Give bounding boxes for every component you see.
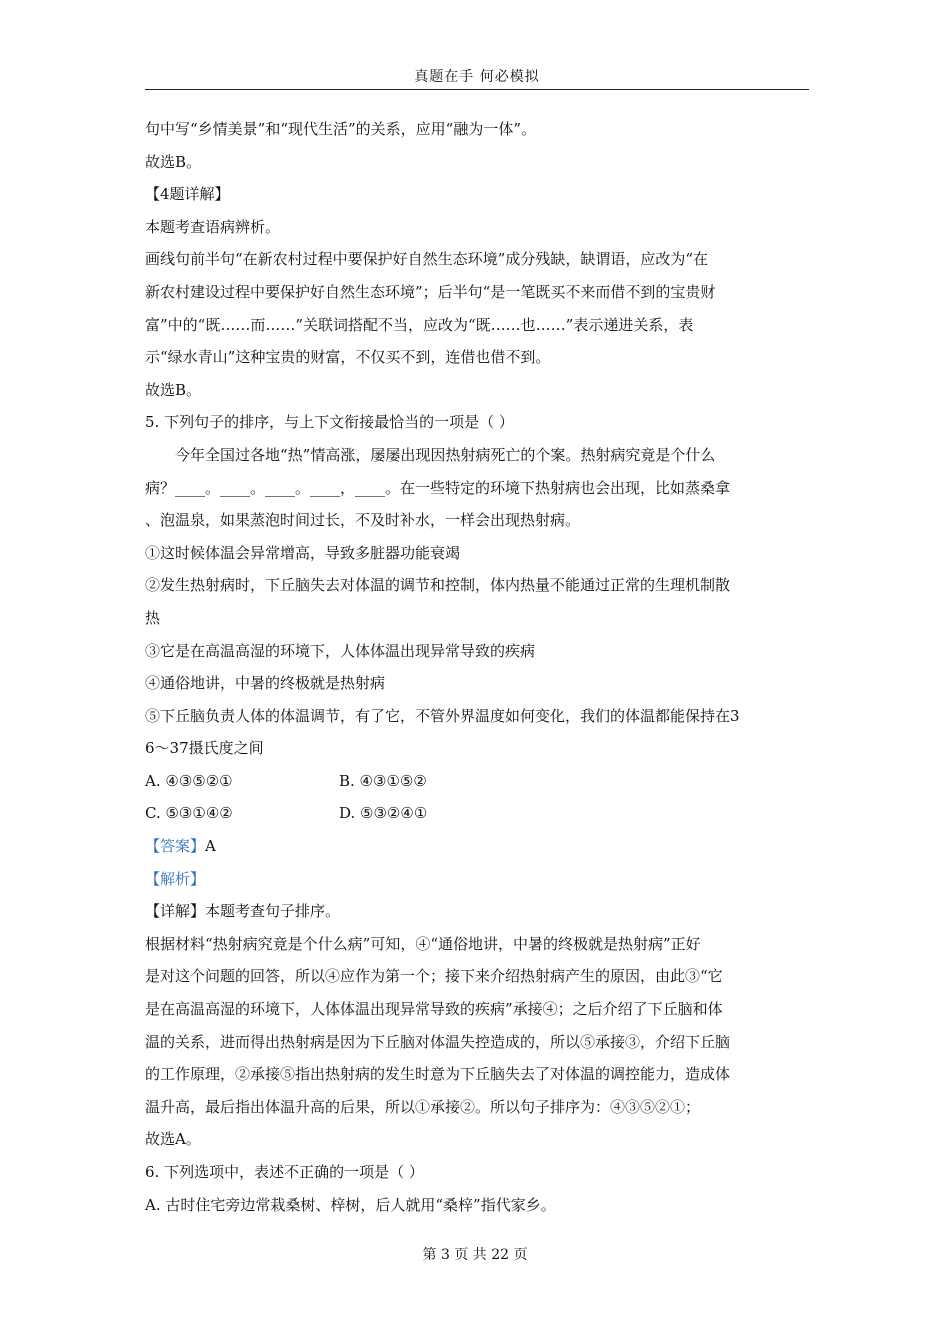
page-header: 真题在手 何必模拟 [414,69,540,85]
text-line: 句中写“乡情美景”和“现代生活”的关系，应用“融为一体”。 [145,120,537,138]
text-line: 【4题详解】 [145,185,230,204]
sentence-item: ②发生热射病时，下丘脑失去对体温的调节和控制，体内热量不能通过正常的生理机制散 [145,576,731,595]
text-line: 本题考查语病辨析。 [145,217,281,236]
text-line: 故选B。 [145,152,202,171]
question-5-stem: 5. 下列句子的排序，与上下文衔接最恰当的一项是（ ） [145,413,514,432]
header-rule [145,89,809,90]
sentence-item: ⑤下丘脑负责人体的体温调节，有了它，不管外界温度如何变化，我们的体温都能保持在3 [145,706,740,725]
analysis-label: 【解析】 [145,869,206,888]
explanation-line: 是对这个问题的回答，所以④应作为第一个；接下来介绍热射病产生的原因，由此③“它 [145,967,723,986]
option-c: C. ⑤③①④② [145,804,233,823]
explanation-line: 温升高，最后指出体温升高的后果，所以①承接②。所以句子排序为：④③⑤②①； [145,1097,701,1116]
text-line: 示“绿水青山”这种宝贵的财富，不仅买不到，连借也借不到。 [145,348,551,367]
document-body [145,113,809,1221]
detail-text: 本题考查句子排序。 [205,902,341,921]
text-line: 画线句前半句“在新农村过程中要保护好自然生态环境”成分残缺，缺谓语，应改为“在 [145,250,709,269]
option-d: D. ⑤③②④① [339,804,428,823]
sentence-item: 热 [145,608,161,627]
sentence-item: ①这时候体温会异常增高，导致多脏器功能衰竭 [145,543,461,562]
question-6-stem: 6. 下列选项中，表述不正确的一项是（ ） [145,1163,424,1181]
explanation-line: 的工作原理，②承接⑤指出热射病的发生时意为下丘脑失去了对体温的调控能力，造成体 [145,1065,731,1084]
text-line: 富”中的“既……而……”关联词搭配不当，应改为“既……也……”表示递进关系，表 [145,315,694,334]
answer-label: 【答案】 [145,837,206,856]
answer-line [145,830,809,863]
question-6-option-a: A. 古时住宅旁边常栽桑树、梓树，后人就用“桑梓”指代家乡。 [145,1195,556,1214]
detail-line [145,895,809,928]
sentence-item: ④通俗地讲，中暑的终极就是热射病 [145,674,386,693]
passage-line: 今年全国过各地“热”情高涨，屡屡出现因热射病死亡的个案。热射病究竟是个什么 [175,445,716,464]
options-row [145,765,809,798]
text-line: 故选B。 [145,380,202,399]
explanation-line: 温的关系，进而得出热射病是因为下丘脑对体温失控造成的，所以⑤承接③，介绍下丘脑 [145,1032,731,1051]
explanation-line: 是在高温高湿的环境下，人体体温出现异常导致的疾病”承接④；之后介绍了下丘脑和体 [145,1000,723,1019]
detail-label: 【详解】 [145,902,206,921]
answer-value: A [205,837,216,856]
sentence-item: 6～37摄氏度之间 [145,739,264,758]
option-a: A. ④③⑤②① [145,771,233,790]
explanation-line: 根据材料“热射病究竟是个什么病”可知，④“通俗地讲，中暑的终极就是热射病”正好 [145,934,701,953]
explanation-line: 故选A。 [145,1130,201,1149]
options-row [145,797,809,830]
option-b: B. ④③①⑤② [339,771,427,790]
passage-line: 病？____。____。____。____，____。在一些特定的环境下热射病也会出现，比如蒸桑拿 [145,478,731,497]
passage-line: 、泡温泉，如果蒸泡时间过长，不及时补水，一样会出现热射病。 [145,511,581,530]
page-footer: 第 3 页 共 22 页 [422,1247,528,1263]
sentence-item: ③它是在高温高湿的环境下，人体体温出现异常导致的疾病 [145,641,536,660]
text-line: 新农村建设过程中要保护好自然生态环境”；后半句“是一笔既买不来而借不到的宝贵财 [145,282,716,301]
